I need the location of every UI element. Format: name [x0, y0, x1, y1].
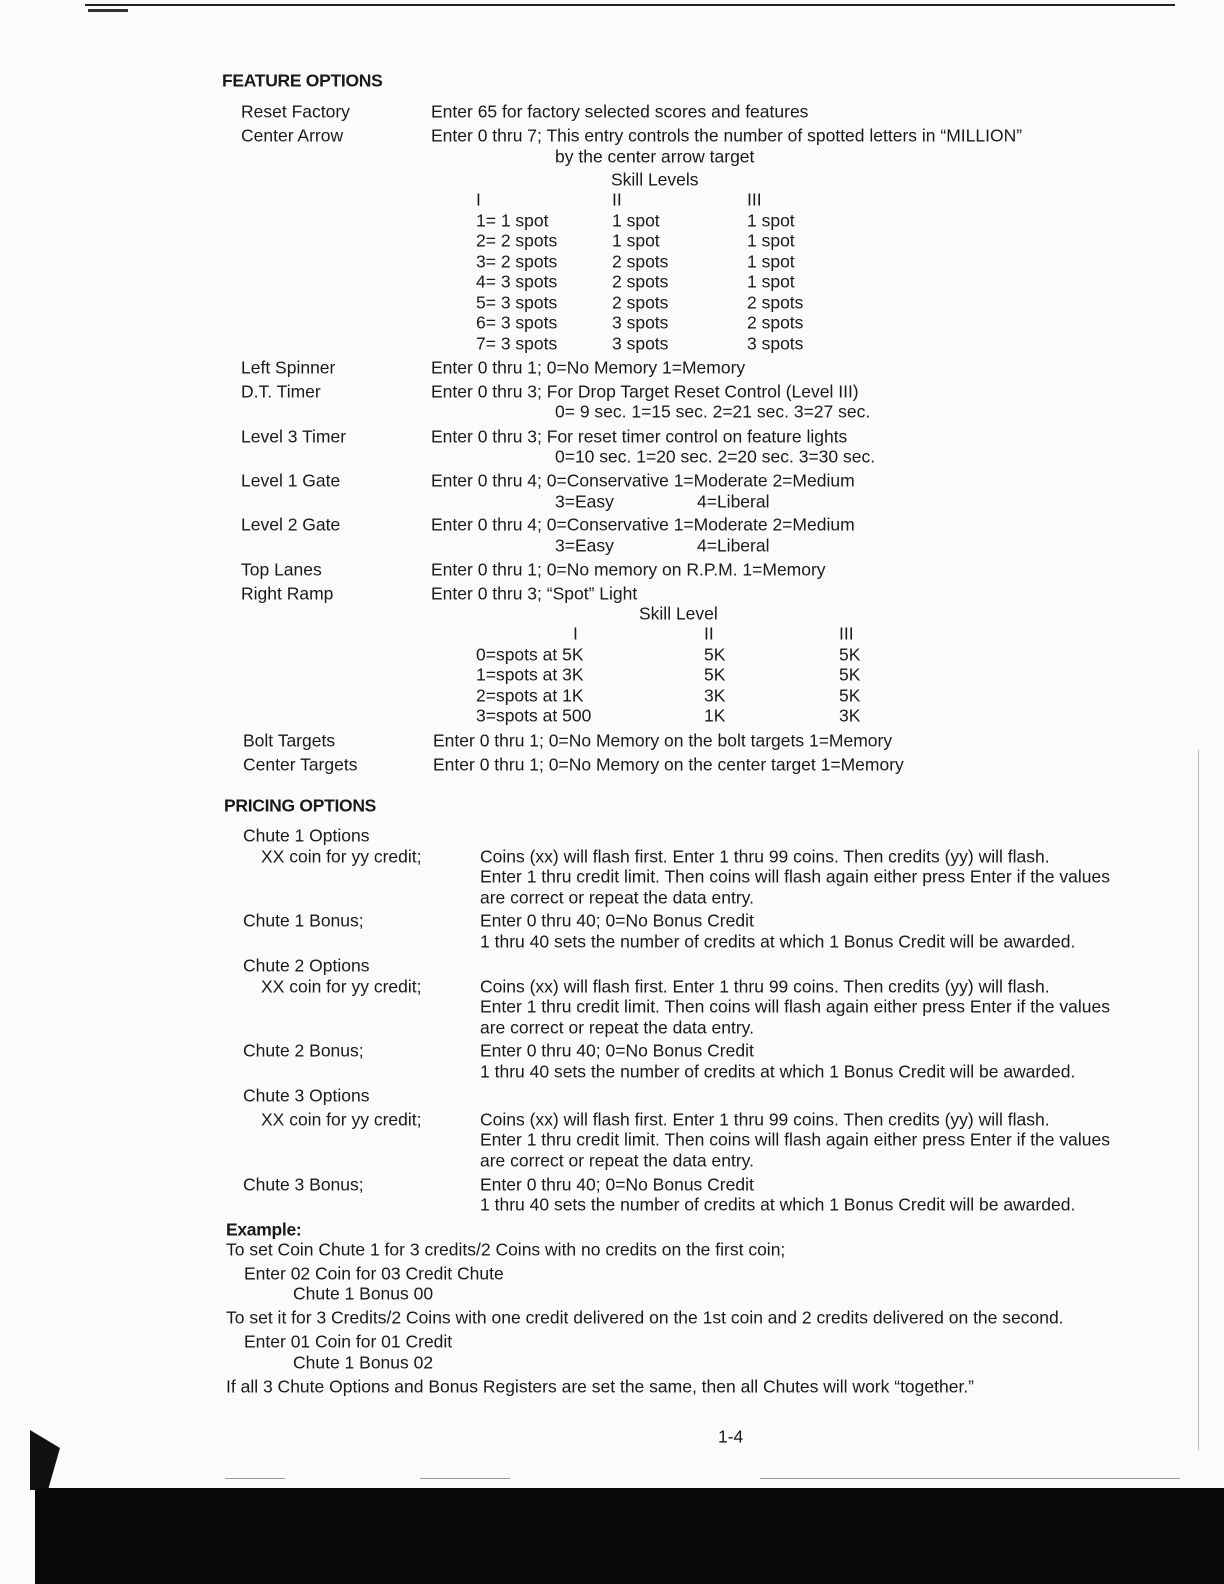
option-label: Level 2 Gate: [241, 514, 341, 535]
example-line: Enter 01 Coin for 01 Credit: [244, 1331, 453, 1352]
scan-bottom-band: [35, 1488, 1224, 1584]
scan-shadow: [30, 1430, 60, 1490]
option-desc: Enter 0 thru 1; 0=No Memory on the center target 1=Memory: [433, 754, 904, 775]
option-desc: 3=Easy: [555, 491, 614, 512]
table-cell: 2 spots: [747, 312, 804, 333]
bonus-label: Chute 2 Bonus;: [243, 1040, 364, 1061]
option-label: Center Targets: [243, 754, 358, 775]
table-cell: 1 spot: [747, 251, 795, 272]
option-desc: 4=Liberal: [697, 491, 770, 512]
example-heading: Example:: [226, 1219, 302, 1240]
scan-mark: [88, 9, 128, 12]
bonus-desc: 1 thru 40 sets the number of credits at which 1 Bonus Credit will be awarded.: [480, 1194, 1076, 1215]
option-label: Level 1 Gate: [241, 470, 341, 491]
option-label: Bolt Targets: [243, 730, 336, 751]
option-label: Top Lanes: [241, 559, 322, 580]
example-line: Chute 1 Bonus 02: [293, 1352, 434, 1373]
table-cell: 3=spots at 500: [476, 705, 592, 726]
coin-label: XX coin for yy credit;: [261, 846, 422, 867]
table-cell: 2 spots: [612, 251, 669, 272]
table-cell: 1 spot: [612, 210, 660, 231]
option-desc: Enter 0 thru 3; For Drop Target Reset Control (Level III): [431, 381, 859, 402]
page-number: 1-4: [718, 1426, 744, 1447]
table-title: Skill Levels: [611, 169, 699, 190]
option-desc: Enter 0 thru 3; “Spot” Light: [431, 583, 638, 604]
coin-desc: Enter 1 thru credit limit. Then coins will flash again either press Enter if the values: [480, 1129, 1110, 1150]
option-desc: 4=Liberal: [697, 535, 770, 556]
option-label: D.T. Timer: [241, 381, 321, 402]
table-cell: 3K: [839, 705, 861, 726]
table-cell: 4= 3 spots: [476, 271, 558, 292]
scan-artifact: [225, 1478, 285, 1479]
table-cell: 5K: [839, 664, 861, 685]
table-header: II: [704, 623, 714, 644]
coin-desc: Coins (xx) will flash first. Enter 1 thru 99 coins. Then credits (yy) will flash.: [480, 976, 1050, 997]
option-desc: Enter 0 thru 3; For reset timer control on feature lights: [431, 426, 848, 447]
option-desc: Enter 0 thru 4; 0=Conservative 1=Moderate 2=Medium: [431, 470, 855, 491]
bonus-label: Chute 3 Bonus;: [243, 1174, 364, 1195]
option-label: Level 3 Timer: [241, 426, 347, 447]
table-title: Skill Level: [639, 603, 718, 624]
option-desc: 3=Easy: [555, 535, 614, 556]
table-header: III: [839, 623, 854, 644]
table-cell: 1= 1 spot: [476, 210, 549, 231]
coin-desc: are correct or repeat the data entry.: [480, 1017, 754, 1038]
example-line: If all 3 Chute Options and Bonus Registers are set the same, then all Chutes will work “together.”: [226, 1376, 975, 1397]
table-cell: 3 spots: [612, 333, 669, 354]
table-header: I: [476, 189, 481, 210]
example-line: Chute 1 Bonus 00: [293, 1283, 434, 1304]
option-label: Right Ramp: [241, 583, 334, 604]
table-cell: 3K: [704, 685, 726, 706]
coin-desc: Enter 1 thru credit limit. Then coins will flash again either press Enter if the values: [480, 866, 1110, 887]
bonus-desc: 1 thru 40 sets the number of credits at which 1 Bonus Credit will be awarded.: [480, 931, 1076, 952]
option-desc: 0= 9 sec. 1=15 sec. 2=21 sec. 3=27 sec.: [555, 401, 871, 422]
coin-desc: Enter 1 thru credit limit. Then coins will flash again either press Enter if the values: [480, 996, 1110, 1017]
chute-options-label: Chute 2 Options: [243, 955, 370, 976]
top-rule: [85, 4, 1175, 6]
table-cell: 2 spots: [612, 271, 669, 292]
table-cell: 5K: [839, 644, 861, 665]
option-label: Center Arrow: [241, 125, 344, 146]
bonus-label: Chute 1 Bonus;: [243, 910, 364, 931]
table-cell: 1 spot: [747, 271, 795, 292]
table-cell: 6= 3 spots: [476, 312, 558, 333]
table-header: I: [573, 623, 578, 644]
option-desc: Enter 0 thru 1; 0=No memory on R.P.M. 1=Memory: [431, 559, 826, 580]
option-desc: Enter 0 thru 1; 0=No Memory 1=Memory: [431, 357, 746, 378]
example-line: To set Coin Chute 1 for 3 credits/2 Coins with no credits on the first coin;: [226, 1239, 786, 1260]
table-cell: 2=spots at 1K: [476, 685, 584, 706]
bonus-desc: Enter 0 thru 40; 0=No Bonus Credit: [480, 910, 754, 931]
feature-options-heading: FEATURE OPTIONS: [222, 70, 383, 91]
option-desc: Enter 65 for factory selected scores and features: [431, 101, 809, 122]
coin-label: XX coin for yy credit;: [261, 1109, 422, 1130]
table-cell: 0=spots at 5K: [476, 644, 584, 665]
table-cell: 7= 3 spots: [476, 333, 558, 354]
table-cell: 2= 2 spots: [476, 230, 558, 251]
option-desc: Enter 0 thru 7; This entry controls the number of spotted letters in “MILLION”: [431, 125, 1023, 146]
chute-options-label: Chute 1 Options: [243, 825, 370, 846]
option-desc: Enter 0 thru 4; 0=Conservative 1=Moderate 2=Medium: [431, 514, 855, 535]
table-cell: 1 spot: [612, 230, 660, 251]
scan-artifact: [760, 1478, 1180, 1479]
table-header: III: [747, 189, 762, 210]
example-line: To set it for 3 Credits/2 Coins with one credit delivered on the 1st coin and 2 credits delivered on the second.: [226, 1307, 1064, 1328]
scan-artifact: [420, 1478, 510, 1479]
option-desc: Enter 0 thru 1; 0=No Memory on the bolt targets 1=Memory: [433, 730, 893, 751]
table-cell: 2 spots: [747, 292, 804, 313]
chute-options-label: Chute 3 Options: [243, 1085, 370, 1106]
table-cell: 5K: [704, 644, 726, 665]
coin-desc: Coins (xx) will flash first. Enter 1 thru 99 coins. Then credits (yy) will flash.: [480, 846, 1050, 867]
table-header: II: [612, 189, 622, 210]
table-cell: 5= 3 spots: [476, 292, 558, 313]
option-desc: by the center arrow target: [555, 146, 755, 167]
table-cell: 3 spots: [612, 312, 669, 333]
pricing-options-heading: PRICING OPTIONS: [224, 795, 377, 816]
example-line: Enter 02 Coin for 03 Credit Chute: [244, 1263, 504, 1284]
bonus-desc: 1 thru 40 sets the number of credits at which 1 Bonus Credit will be awarded.: [480, 1061, 1076, 1082]
table-cell: 3 spots: [747, 333, 804, 354]
table-cell: 2 spots: [612, 292, 669, 313]
page-edge: [1198, 750, 1199, 1450]
table-cell: 1K: [704, 705, 726, 726]
table-cell: 1 spot: [747, 230, 795, 251]
coin-desc: Coins (xx) will flash first. Enter 1 thru 99 coins. Then credits (yy) will flash.: [480, 1109, 1050, 1130]
coin-desc: are correct or repeat the data entry.: [480, 1150, 754, 1171]
table-cell: 5K: [839, 685, 861, 706]
bonus-desc: Enter 0 thru 40; 0=No Bonus Credit: [480, 1174, 754, 1195]
bonus-desc: Enter 0 thru 40; 0=No Bonus Credit: [480, 1040, 754, 1061]
coin-label: XX coin for yy credit;: [261, 976, 422, 997]
table-cell: 5K: [704, 664, 726, 685]
option-desc: 0=10 sec. 1=20 sec. 2=20 sec. 3=30 sec.: [555, 446, 876, 467]
coin-desc: are correct or repeat the data entry.: [480, 887, 754, 908]
option-label: Left Spinner: [241, 357, 336, 378]
table-cell: 1=spots at 3K: [476, 664, 584, 685]
option-label: Reset Factory: [241, 101, 350, 122]
table-cell: 3= 2 spots: [476, 251, 558, 272]
table-cell: 1 spot: [747, 210, 795, 231]
